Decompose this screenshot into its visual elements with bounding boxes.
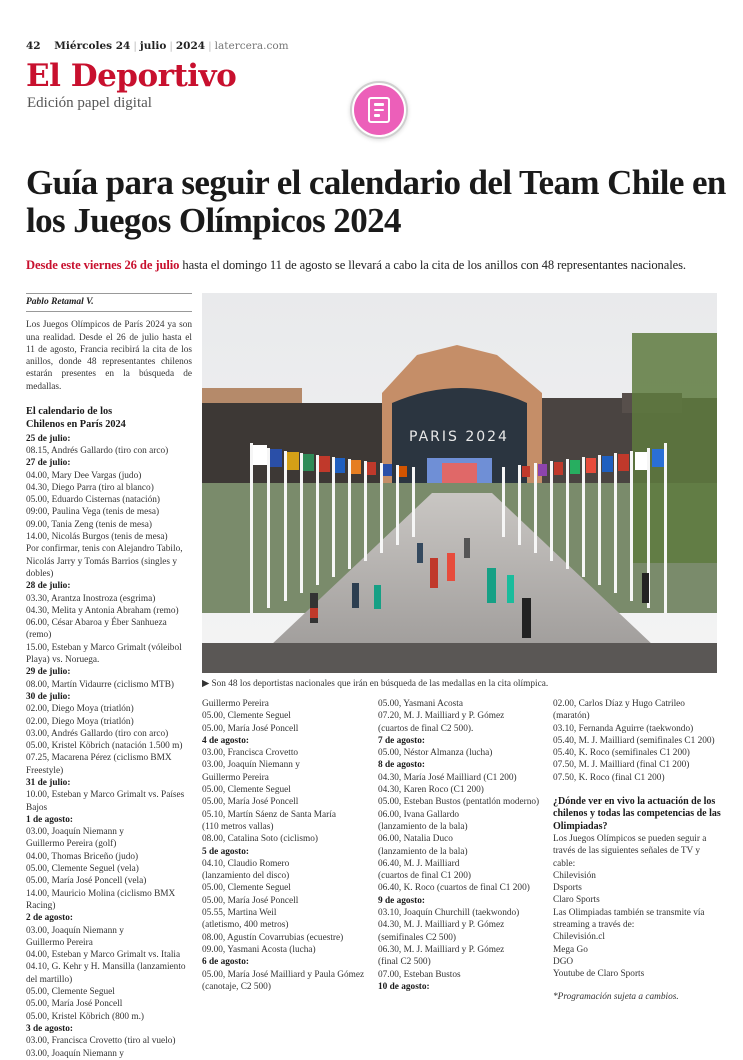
schedule-entry: 09.00, Tania Zeng (tenis de mesa) [26,519,152,530]
schedule-entry: 03.00, Francisca Crovetto (tiro al vuelo) [26,1036,176,1047]
column-1 [26,293,192,1060]
intro-paragraph: Los Juegos Olímpicos de París 2024 ya son una realidad. Desde el 26 de julio hasta el 11 de agosto, Francia recibirá la cita de los anillos, donde 48 representantes chilenos estarán presentes en la búsqueda de medallas. [26,320,192,392]
calendar-title-line-2: Chilenos en París 2024 [26,419,126,431]
schedule-entry: 04.10, Claudio Romero [202,858,290,869]
page-number: 42 [26,40,41,52]
tv-channel: Chilevisión [553,870,596,881]
schedule-entry: 06.00, César Abaroa y Éber Sanhueza (remo) [26,618,167,641]
schedule-list-1 [26,433,192,1060]
schedule-entry: 06.00, Natalia Duco [378,834,453,845]
schedule-entry: 04.30, María José Mailliard (C1 200) [378,772,517,783]
schedule-day-heading: 7 de agosto: [378,735,425,746]
schedule-entry: (atletismo, 400 metros) [202,920,289,931]
schedule-day-heading: 6 de agosto: [202,957,249,968]
schedule-entry: 06.40, K. Roco (cuartos de final C1 200) [378,883,530,894]
schedule-entry: 07.50, M. J. Mailliard (final C1 200) [553,760,690,771]
schedule-entry: 05.00, Clemente Seguel (vela) [26,864,139,875]
document-icon [368,97,390,123]
schedule-entry: 03.00, Joaquín Niemann y [26,827,124,838]
paris-2024-village-photo [202,293,717,673]
schedule-entry: (110 metros vallas) [202,821,274,832]
schedule-entry: 03.00, Andrés Gallardo (tiro con arco) [26,728,169,739]
streaming-service: DGO [553,956,574,967]
article-photo [202,293,717,673]
schedule-entry: 09.00, Yasmani Acosta (lucha) [202,944,316,955]
schedule-entry: (semifinales C2 500) [378,932,456,943]
schedule-entry: 05.00, Yasmani Acosta [378,699,463,709]
schedule-entry: (maratón) [553,711,590,722]
lead-text: hasta el domingo 11 de agosto se llevará a cabo la cita de los anillos con 48 representantes nacionales. [179,258,686,272]
date-day: Miércoles 24 [54,40,131,52]
schedule-entry: 08.00, Agustín Covarrubias (ecuestre) [202,932,344,943]
schedule-entry: 05.00, María José Poncell [26,999,123,1010]
schedule-entry: 03.30, Arantza Inostroza (esgrima) [26,593,156,604]
schedule-entry: Guillermo Pereira [26,937,93,948]
schedule-entry: 04.30, Diego Parra (tiro al blanco) [26,482,154,493]
streaming-service: Youtube de Claro Sports [553,969,645,980]
schedule-entry: 05.10, Martín Sáenz de Santa María [202,809,336,820]
schedule-entry: (cuartos de final C1 200) [378,871,471,882]
schedule-day-heading: 31 de julio: [26,777,71,788]
lead [26,258,686,273]
schedule-entry: 05.40, K. Roco (semifinales C1 200) [553,748,690,759]
schedule-entry: (cuartos de final C2 500). [378,723,474,734]
schedule-entry: 02.00, Carlos Díaz y Hugo Catrileo [553,699,685,709]
masthead-line: 42 Miércoles 24 | julio | 2024 | latercera.com [26,40,289,52]
streaming-service: Chilevisión.cl [553,932,605,943]
schedule-entry: 14.00, Mauricio Molina (ciclismo BMX Racing) [26,888,176,911]
schedule-day-heading: 3 de agosto: [26,1023,73,1034]
where-to-watch-title: ¿Dónde ver en vivo la actuación de los chilenos y todas las competencias de las Olimpiadas? [553,796,721,832]
schedule-entry: Guillermo Pereira [202,772,269,783]
schedule-entry: Por confirmar, tenis con Alejandro Tabilo, Nicolás Jarry y Tomás Barrios (singles y dobles) [26,544,183,579]
byline: Pablo Retamal V. [26,293,192,312]
photo-sign-text: PARIS 2024 [409,429,509,445]
schedule-list-3 [378,698,548,993]
schedule-entry: 05.00, Eduardo Cisternas (natación) [26,495,160,506]
schedule-entry: 05.00, María José Poncell [202,895,299,906]
streaming-text: Las Olimpiadas también se transmite vía streaming a través de: [553,907,705,931]
tv-channel: Claro Sports [553,895,600,906]
section-subtitle: Edición papel digital [27,95,152,111]
schedule-entry: 04.30, Karen Roco (C1 200) [378,785,484,796]
schedule-entry: 05.00, Clemente Seguel [26,987,115,998]
schedule-entry: 04.00, Mary Dee Vargas (judo) [26,470,142,481]
schedule-entry: 08.00, Martín Vidaurre (ciclismo MTB) [26,679,174,690]
schedule-entry: (lanzamiento del disco) [202,871,290,882]
schedule-entry: 05.40, M. J. Mailliard (semifinales C1 200) [553,735,715,746]
schedule-entry: 05.00, Clemente Seguel [202,785,291,796]
photo-caption [202,678,548,689]
calendar-title-line-1: El calendario de los [26,406,113,418]
date-month: julio [139,40,167,52]
schedule-entry: 05.00, María José Poncell [202,797,299,808]
headline: Guía para seguir el calendario del Team Chile en los Juegos Olímpicos 2024 [26,163,726,240]
schedule-entry: 06.30, M. J. Mailliard y P. Gómez [378,944,505,955]
schedule-entry: 03.10, Fernanda Aguirre (taekwondo) [553,723,694,734]
schedule-entry: 07.50, K. Roco (final C1 200) [553,772,665,783]
lead-highlight: Desde este viernes 26 de julio [26,258,180,272]
schedule-entry: 05.55, Martina Weil [202,908,277,919]
schedule-day-heading: 28 de julio: [26,581,71,592]
schedule-entry: 08.15, Andrés Gallardo (tiro con arco) [26,445,169,456]
schedule-entry: 04.10, G. Kehr y H. Mansilla (lanzamiento del martillo) [26,962,186,985]
caption-text: Son 48 los deportistas nacionales que irán en búsqueda de las medallas en la cita olímpica. [211,679,549,689]
schedule-list-4 [553,698,723,784]
schedule-day-heading: 27 de julio: [26,458,71,469]
schedule-entry: 05.00, María José Poncell (vela) [26,876,147,887]
schedule-day-heading: 2 de agosto: [26,913,73,924]
schedule-entry: 05.00, Esteban Bustos (pentatlón moderno) [378,797,540,808]
schedule-entry: 04.00, Esteban y Marco Grimalt vs. Italia [26,950,181,961]
schedule-entry: (lanzamiento de la bala) [378,846,468,857]
schedule-day-heading: 5 de agosto: [202,846,249,857]
schedule-day-heading: 30 de julio: [26,691,71,702]
site-link[interactable]: latercera.com [214,40,289,52]
column-3 [378,698,548,993]
schedule-entry: 05.00, María José Mailliard y Paula Gómez [202,969,365,980]
schedule-entry: 05.00, Clemente Seguel [202,883,291,894]
schedule-day-heading: 10 de agosto: [378,981,430,992]
column-4 [553,698,723,1003]
schedule-entry: 07.20, M. J. Mailliard y P. Gómez [378,711,505,722]
schedule-entry: 03.00, Joaquín Niemann y [26,925,124,936]
schedule-day-heading: 9 de agosto: [378,895,425,906]
schedule-entry: 06.00, Ivana Gallardo [378,809,460,820]
schedule-day-heading: 8 de agosto: [378,760,425,771]
schedule-entry: 02.00, Diego Moya (triatlón) [26,704,134,715]
schedule-entry: 07.25, Macarena Pérez (ciclismo BMX Freestyle) [26,753,172,776]
schedule-entry: (lanzamiento de la bala) [378,821,468,832]
date-year: 2024 [175,40,206,52]
streaming-service: Mega Go [553,944,588,955]
article-text-button[interactable] [350,81,408,139]
schedule-day-heading: 29 de julio: [26,667,71,678]
schedule-entry: 05.00, María José Poncell [202,723,299,734]
section-title: El Deportivo [26,58,237,94]
schedule-entry: 04.30, Melita y Antonia Abraham (remo) [26,605,179,616]
schedule-entry: 03.00, Francisca Crovetto [202,748,299,759]
schedule-entry: 06.40, M. J. Mailliard [378,858,460,869]
triangle-right-icon: ▶ [202,679,210,689]
schedule-entry: 10.00, Esteban y Marco Grimalt vs. Países Bajos [26,790,185,813]
schedule-entry: 08.00, Catalina Soto (ciclismo) [202,834,318,845]
schedule-entry: 09:00, Paulina Vega (tenis de mesa) [26,507,160,518]
schedule-day-heading: 4 de agosto: [202,735,249,746]
schedule-entry: 07.00, Esteban Bustos [378,969,461,980]
schedule-entry: 05.00, Néstor Almanza (lucha) [378,748,493,759]
column-2 [202,698,370,993]
schedule-note: *Programación sujeta a cambios. [553,991,679,1002]
schedule-entry: (final C2 500) [378,957,431,968]
schedule-entry: 03.00, Joaquín Niemann y [202,760,300,771]
schedule-list-2 [202,698,370,993]
schedule-day-heading: 25 de julio: [26,433,71,444]
schedule-entry: 15.00, Esteban y Marco Grimalt (vóleibol Playa) vs. Noruega. [26,642,182,666]
schedule-entry: (canotaje, C2 500) [202,981,271,992]
schedule-entry: Guillermo Pereira [202,699,269,709]
schedule-entry: 03.00, Joaquín Niemann y [26,1048,124,1059]
schedule-entry: 05.00, Kristel Köbrich (800 m.) [26,1011,144,1022]
schedule-entry: Guillermo Pereira (golf) [26,839,117,850]
tv-channel: Dsports [553,883,582,894]
schedule-entry: 02.00, Diego Moya (triatlón) [26,716,134,727]
where-to-watch-text: Los Juegos Olímpicos se pueden seguir a través de las siguientes señales de TV y cable: [553,833,707,869]
schedule-day-heading: 1 de agosto: [26,814,73,825]
schedule-entry: 14.00, Nicolás Burgos (tenis de mesa) [26,532,168,543]
schedule-entry: 04.30, M. J. Mailliard y P. Gómez [378,920,505,931]
schedule-entry: 05.00, Clemente Seguel [202,711,291,722]
schedule-entry: 05.00, Kristel Köbrich (natación 1.500 m) [26,741,183,752]
schedule-entry: 04.00, Thomas Briceño (judo) [26,851,139,862]
schedule-entry: 03.10, Joaquín Churchill (taekwondo) [378,908,520,919]
